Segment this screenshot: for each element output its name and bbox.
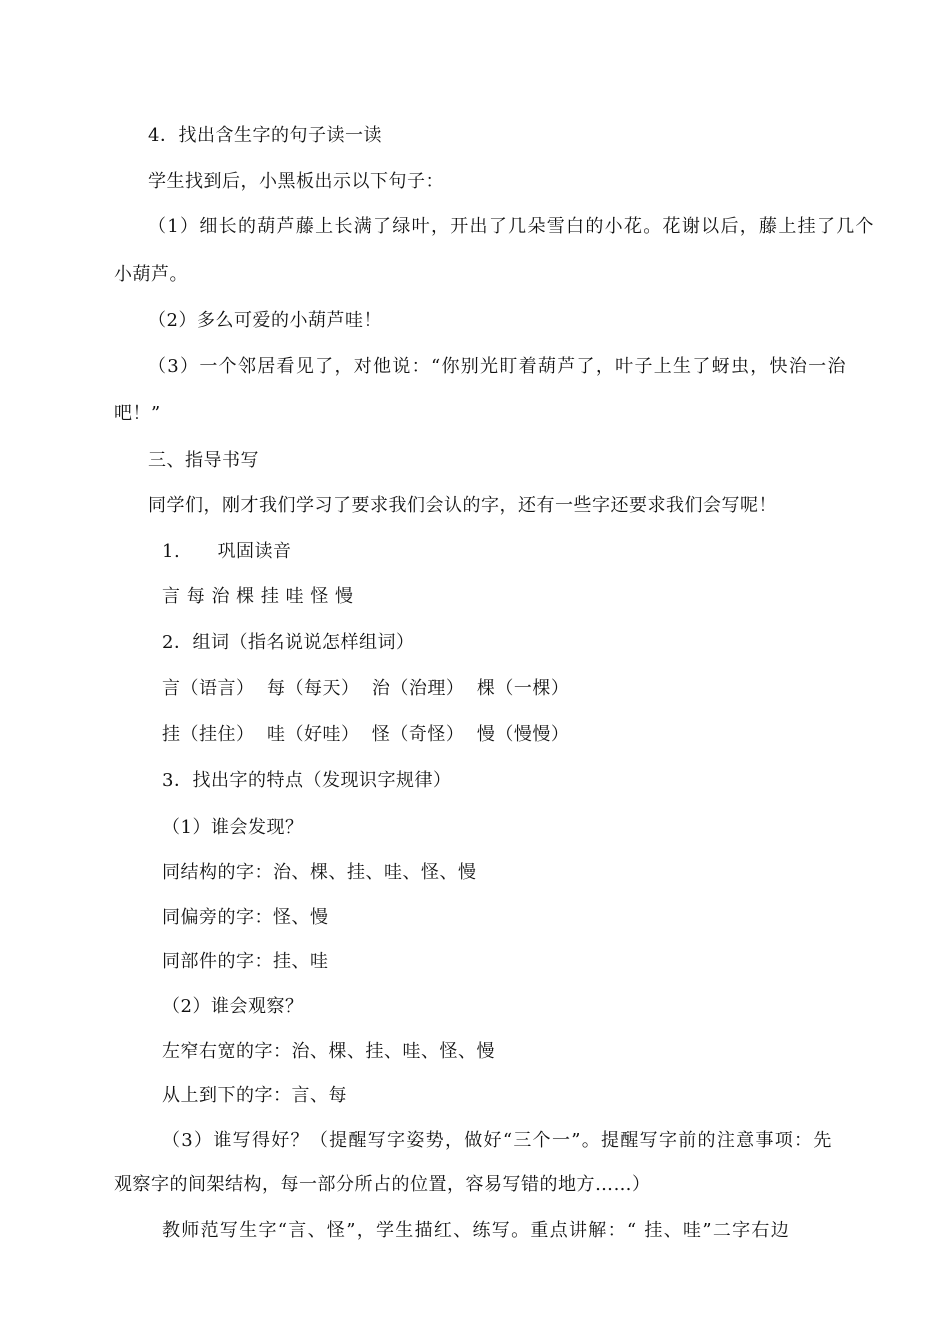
- same-component-chars: 同部件的字：挂、哇: [162, 951, 329, 972]
- step-3-character-features: 3．找出字的特点（发现识字规律）: [162, 770, 452, 791]
- sub-item-2-observe: （2）谁会观察？: [162, 996, 304, 1017]
- same-radical-chars: 同偏旁的字：怪、慢: [162, 907, 329, 928]
- word-group-row-1: 言（语言） 每（每天） 治（治理） 棵（一棵）: [162, 678, 570, 699]
- paragraph-students-find: 学生找到后，小黑板出示以下句子：: [148, 171, 444, 192]
- section-3-heading: 三、指导书写: [148, 450, 259, 471]
- narrow-left-wide-right-chars: 左窄右宽的字：治、棵、挂、哇、怪、慢: [162, 1041, 495, 1062]
- teacher-demo-paragraph: 教师范写生字“言、怪”，学生描红、练写。重点讲解：“ 挂、哇”二字右边: [162, 1220, 791, 1241]
- sub-item-1-discover: （1）谁会发现？: [162, 817, 304, 838]
- step-1-consolidate-pronunciation: 1. 巩固读音: [162, 541, 292, 562]
- top-to-bottom-chars: 从上到下的字：言、每: [162, 1085, 347, 1106]
- sub-item-3-write-line-1: （3）谁写得好？（提醒写字姿势，做好“三个一”。提醒写字前的注意事项：先: [162, 1130, 833, 1151]
- sentence-3-line-2: 吧！”: [114, 403, 161, 424]
- word-group-row-2: 挂（挂住） 哇（好哇） 怪（奇怪） 慢（慢慢）: [162, 724, 570, 745]
- sentence-2: （2）多么可爱的小葫芦哇！: [148, 310, 382, 331]
- step-4-heading: 4．找出含生字的句子读一读: [148, 125, 382, 146]
- sentence-1-line-2: 小葫芦。: [114, 264, 188, 285]
- paragraph-writing-intro: 同学们，刚才我们学习了要求我们会认的字，还有一些字还要求我们会写呢！: [148, 495, 777, 516]
- sub-item-3-write-line-2: 观察字的间架结构，每一部分所占的位置，容易写错的地方……）: [114, 1174, 651, 1195]
- same-structure-chars: 同结构的字：治、棵、挂、哇、怪、慢: [162, 862, 477, 883]
- sentence-3-line-1: （3）一个邻居看见了，对他说：“你别光盯着葫芦了，叶子上生了蚜虫，快治一治: [148, 356, 847, 377]
- sentence-1-line-1: （1）细长的葫芦藤上长满了绿叶，开出了几朵雪白的小花。花谢以后，藤上挂了几个: [148, 216, 875, 237]
- character-list: 言 每 治 棵 挂 哇 怪 慢: [162, 586, 354, 607]
- step-2-word-building: 2．组词（指名说说怎样组词）: [162, 632, 415, 653]
